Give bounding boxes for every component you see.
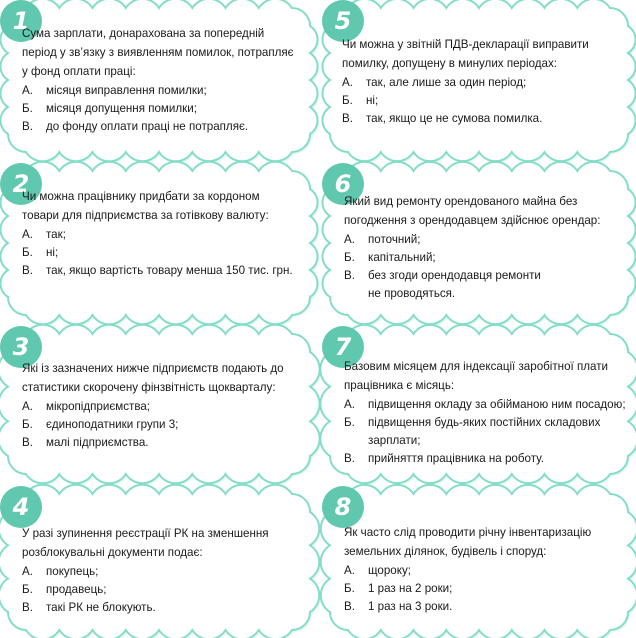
option-text [368,414,636,450]
option-letter: В. [344,452,355,465]
answer-option [22,100,318,118]
option-letter: В. [344,269,355,282]
option-letter: А. [342,76,353,89]
question-line: У разі зупинення реєстрації РК на зменшення [22,527,269,540]
answer-option [344,231,636,249]
question-line: земельних ділянок, будівель і споруд: [344,545,547,558]
card-number-badge: 6 [322,163,364,205]
card-content [344,358,636,468]
card-content [22,360,318,452]
option-text-line: підвищення будь-яких постійних складових [368,416,601,429]
quiz-card-7 [322,326,636,482]
option-text [46,434,318,452]
question-line: у фонд оплати праці: [22,65,136,78]
card-content [22,25,318,136]
question-line: погодження з орендодавцем здійснює орендар: [344,214,601,227]
card-number-badge: 8 [322,486,364,528]
option-text-line: продавець; [46,583,107,596]
option-letter: А. [344,564,355,577]
option-text-line: прийняття працівника на роботу. [368,452,545,465]
answer-option [344,396,636,414]
option-letter: А. [22,565,33,578]
option-text [46,100,318,118]
option-text [368,450,636,468]
answer-option [22,434,318,452]
option-text [46,416,318,434]
option-text-line: капітальний; [368,251,436,264]
quiz-card-8 [322,486,636,638]
option-text [366,110,636,128]
answer-option [22,416,318,434]
quiz-card-3 [0,326,318,482]
option-letter: Б. [342,94,353,107]
answer-option [22,599,318,617]
option-text-line: такі РК не блокують. [46,601,156,614]
option-letter: В. [344,600,355,613]
option-text-line: місяця виправлення помилки; [46,84,207,97]
card-content [344,193,636,303]
question-line: Чи можна у звітній ПДВ-декларації виправити [342,38,589,51]
answer-option [344,580,636,598]
option-text [368,267,636,303]
option-text [368,598,636,616]
question-line: Який вид ремонту орендованого майна без [344,195,578,208]
quiz-card-2 [0,163,318,323]
option-letter: Б. [22,583,33,596]
option-text-line: єдиноподатники групи 3; [46,418,179,431]
option-text [46,262,318,280]
option-text [46,599,318,617]
option-letter: А. [344,398,355,411]
question-line: розблокувальні документи подає: [22,546,203,559]
option-text-line: не проводяться. [368,287,456,300]
card-content [22,188,318,280]
option-letter: В. [22,264,33,277]
option-text-line: так, якщо вартість товару менша 150 тис. грн. [46,264,293,277]
option-letter: Б. [344,416,355,429]
quiz-card-6 [322,163,636,323]
answer-option [342,74,636,92]
question-line: Чи можна працівнику придбати за кордоном [22,190,260,203]
answer-option [342,92,636,110]
option-text [46,581,318,599]
question-line: період у зв’язку з виявленням помилок, потрапляє [22,46,294,59]
answer-option [342,110,636,128]
option-letter: В. [22,601,33,614]
option-text-line: малі підприємства. [46,436,149,449]
option-letter: Б. [344,251,355,264]
option-text [368,396,636,414]
question-line: Сума зарплати, донарахована за попередній [22,27,265,40]
question-line: помилку, допущену в минулих періодах: [342,57,557,70]
answer-option [344,249,636,267]
answer-option [22,226,318,244]
answer-option [22,118,318,136]
option-text-line: місяця допущення помилки; [46,102,197,115]
option-text-line: 1 раз на 3 роки. [368,600,453,613]
option-text-line: ні; [366,94,379,107]
answer-option [22,244,318,262]
card-content [344,524,636,616]
option-text-line: без згоди орендодавця ремонти [368,269,541,282]
question-line: товари для підприємства за готівкову валюту: [22,209,269,222]
answer-option [344,598,636,616]
option-text-line: щороку; [368,564,411,577]
option-text [46,226,318,244]
option-text-line: зарплати; [368,434,421,447]
option-text-line: ні; [46,246,59,259]
option-text-line: до фонду оплати праці не потрапляє. [46,120,249,133]
card-number-badge: 1 [0,0,42,42]
answer-option [22,581,318,599]
option-letter: В. [22,120,33,133]
option-text [46,118,318,136]
answer-option [22,262,318,280]
question-line: Базовим місяцем для індексації заробітної плати [344,360,608,373]
card-content [22,525,318,617]
quiz-card-1 [0,0,318,160]
option-text-line: так, але лише за один період; [366,76,527,89]
question-line: статистики скорочену фінзвітність щокварталу: [22,381,276,394]
answer-option [22,398,318,416]
card-content [342,36,636,128]
quiz-card-4 [0,486,318,638]
option-letter: Б. [22,246,33,259]
card-number-badge: 5 [322,0,364,42]
option-letter: А. [22,228,33,241]
option-letter: В. [342,112,353,125]
option-text [46,244,318,262]
card-number-badge: 4 [0,486,42,528]
card-number-badge: 2 [0,163,42,205]
option-letter: Б. [344,582,355,595]
option-text [368,249,636,267]
question-line: Які із зазначених нижче підприємств подають до [22,362,284,375]
option-text-line: мікропідприємства; [46,400,151,413]
option-text-line: так, якщо це не сумова помилка. [366,112,543,125]
option-text-line: підвищення окладу за обійманою ним посадою; [368,398,626,411]
card-number-badge: 3 [0,326,42,368]
option-text [368,562,636,580]
answer-option [22,82,318,100]
option-text [366,74,636,92]
option-text-line: поточний; [368,233,421,246]
card-number-badge: 7 [322,326,364,368]
option-text-line: так; [46,228,66,241]
option-text [46,398,318,416]
option-letter: Б. [22,418,33,431]
option-text [368,580,636,598]
answer-option [344,562,636,580]
quiz-card-5 [322,0,636,160]
option-letter: В. [22,436,33,449]
option-letter: А. [22,400,33,413]
option-text [46,563,318,581]
option-text [366,92,636,110]
option-text-line: 1 раз на 2 роки; [368,582,453,595]
option-text [46,82,318,100]
option-letter: А. [22,84,33,97]
answer-option [344,267,636,303]
answer-option [344,414,636,450]
question-line: Як часто слід проводити річну інвентаризацію [344,526,592,539]
option-text-line: покупець; [46,565,99,578]
option-letter: Б. [22,102,33,115]
answer-option [22,563,318,581]
question-line: працівника є місяць: [344,379,455,392]
option-letter: А. [344,233,355,246]
option-text [368,231,636,249]
answer-option [344,450,636,468]
